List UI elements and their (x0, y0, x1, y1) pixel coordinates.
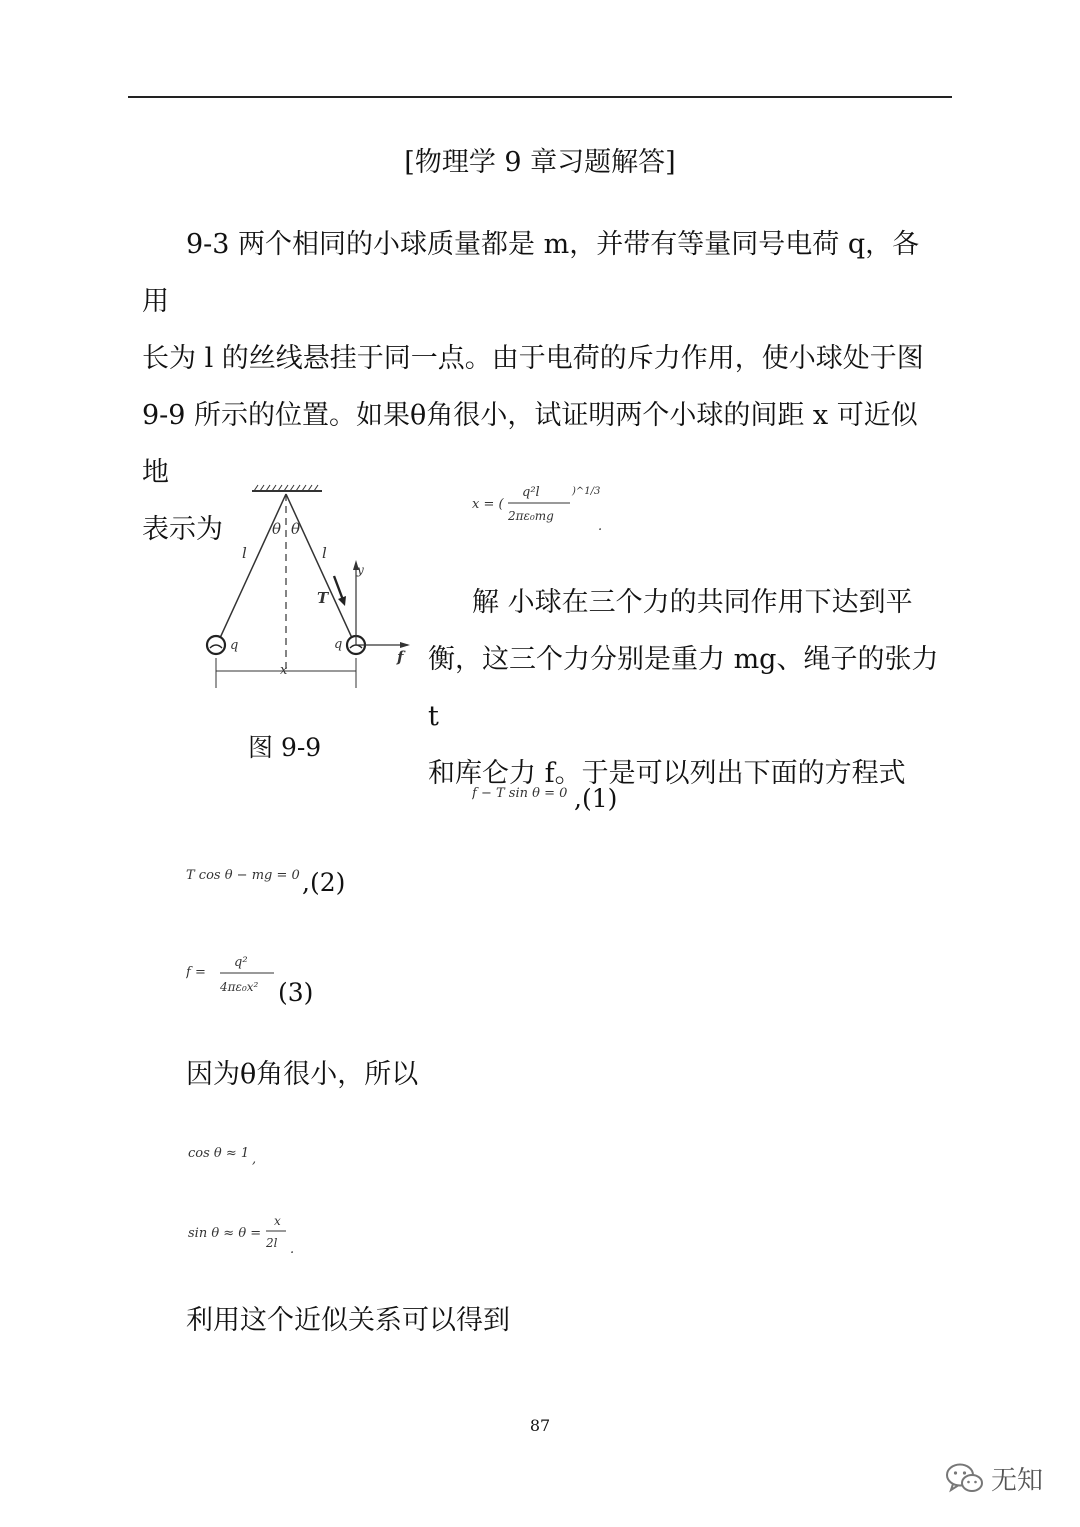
problem-line-4: 表示为 (142, 514, 223, 545)
solution-line-1: 解 小球在三个力的共同作用下达到平 (472, 587, 913, 618)
equation-1 (472, 780, 582, 804)
solution-line-3: 和库仑力 f。于是可以列出下面的方程式 (428, 758, 906, 789)
charge-left-label: q (230, 638, 239, 653)
force-f-label: f (397, 648, 404, 666)
cos-approximation (188, 1140, 268, 1168)
svg-text:x: x (274, 1214, 281, 1228)
header-rule (128, 96, 952, 98)
charge-right-label: q (334, 637, 343, 652)
target-formula (470, 480, 620, 535)
approximation-result-text: 利用这个近似关系可以得到 (186, 1305, 510, 1336)
page-number: 87 (529, 1416, 551, 1435)
svg-text:4πε₀x²: 4πε₀x² (220, 980, 259, 994)
solution-line-2: 衡，这三个力分别是重力 mg、绳子的张力 t (428, 644, 939, 732)
svg-text:T cos θ − mg = 0: T cos θ − mg = 0 (186, 868, 300, 883)
svg-text:f =: f = (186, 965, 206, 980)
page-title: [物理学 9 章习题解答] (404, 147, 676, 178)
equation-2 (186, 862, 306, 886)
svg-text:q²: q² (234, 955, 248, 970)
tension-label: T (317, 589, 329, 607)
wechat-icon (945, 1462, 985, 1496)
watermark (945, 1460, 1043, 1497)
problem-line-1: 9-3 两个相同的小球质量都是 m，并带有等量同号电荷 q，各用 (142, 229, 920, 317)
small-angle-text: 因为θ角很小，所以 (186, 1059, 419, 1090)
figure-9-9 (200, 478, 420, 698)
distance-x-label: x (280, 663, 288, 678)
problem-line-2: 长为 l 的丝线悬挂于同一点。由于电荷的斥力作用，使小球处于图 (142, 343, 924, 374)
equation-3 (186, 948, 278, 1003)
watermark-text: 无知 (991, 1466, 1044, 1496)
figure-caption: 图 9-9 (248, 733, 322, 762)
svg-text:cos θ ≈ 1: cos θ ≈ 1 (188, 1146, 250, 1161)
svg-text:2l: 2l (266, 1236, 278, 1250)
svg-text:,: , (252, 1152, 257, 1167)
theta-left-label: θ (272, 520, 282, 538)
string-right-label: l (322, 544, 327, 562)
solution-text (428, 574, 948, 802)
svg-text:f − T sin θ = 0: f − T sin θ = 0 (472, 786, 568, 801)
svg-text:q²l: q²l (522, 485, 540, 500)
theta-right-label: θ (291, 520, 301, 538)
sin-approximation (188, 1210, 308, 1260)
string-left-label: l (242, 544, 247, 562)
equation-3-number: (3) (278, 978, 314, 1007)
svg-text:2πε₀mg: 2πε₀mg (508, 509, 554, 523)
svg-text:)^1/3: )^1/3 (572, 486, 601, 497)
svg-text:.: . (598, 519, 603, 534)
svg-text:.: . (290, 1242, 295, 1257)
equation-2-number: ,(2) (302, 868, 346, 897)
equation-1-number: ,(1) (574, 784, 618, 813)
y-axis-label: y (357, 563, 364, 577)
svg-text:sin θ ≈ θ =: sin θ ≈ θ = (188, 1226, 262, 1241)
svg-text:x = (: x = ( (472, 497, 504, 512)
problem-line-3: 9-9 所示的位置。如果θ角很小，试证明两个小球的间距 x 可近似地 (142, 400, 918, 488)
